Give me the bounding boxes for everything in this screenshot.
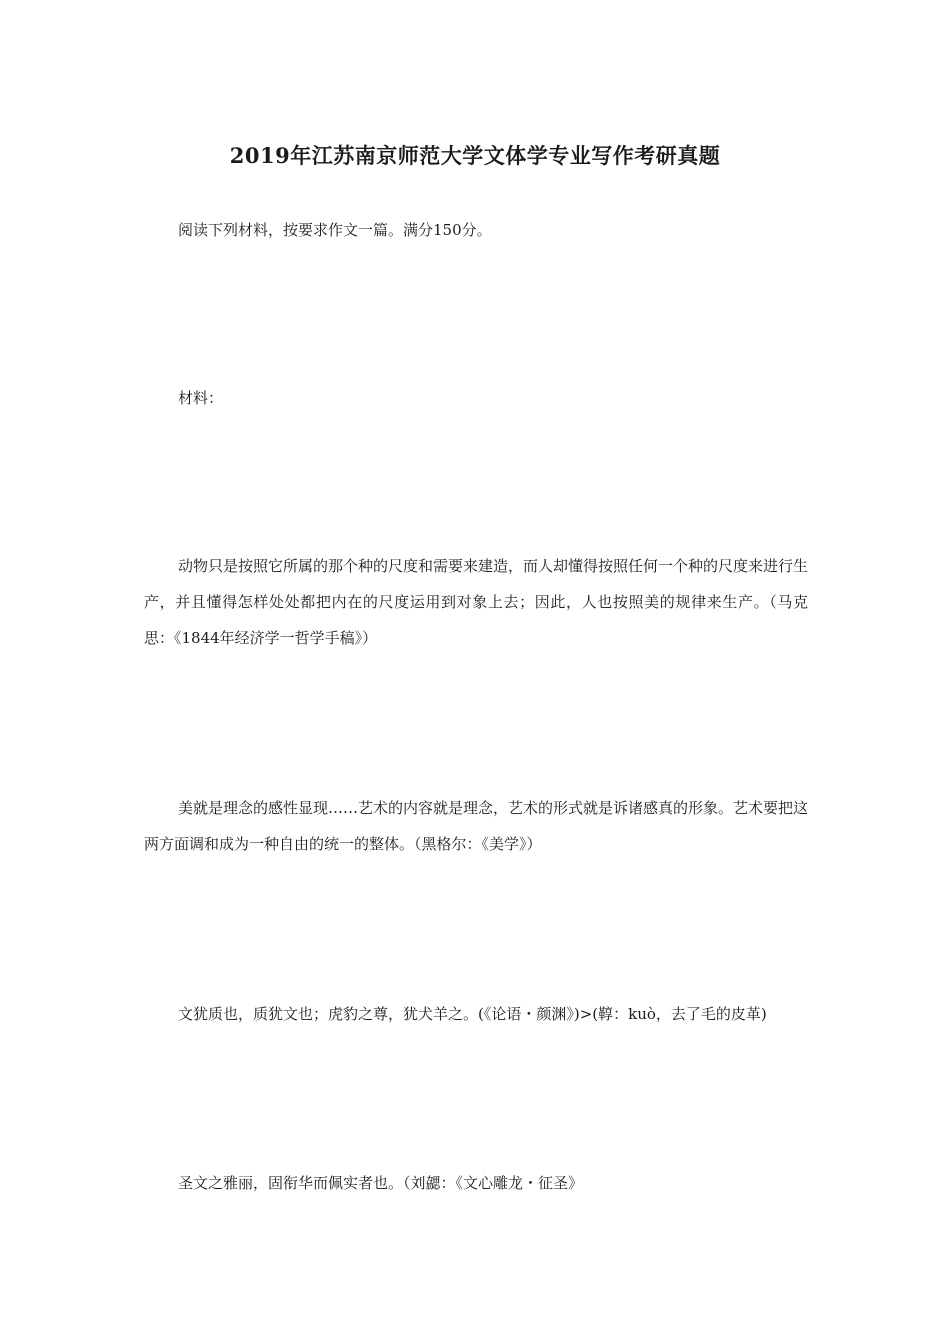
instruction-text: 阅读下列材料，按要求作文一篇。满分150分。	[178, 221, 492, 239]
material-label: 材料：	[178, 389, 224, 407]
material-liuxie: 圣文之雅丽，固衔华而佩实者也。（刘勰：《文心雕龙・征圣》	[178, 1174, 584, 1192]
material-hegel: 美就是理念的感性显现……艺术的内容就是理念，艺术的形式就是诉诸感真的形象。艺术要把这两方面调和成为一种自由的统一的整体。（黑格尔：《美学》）	[144, 799, 809, 853]
material-lunyu: 文犹质也，质犹文也；虎豹之尊，犹犬羊之。(《论语・颜渊》)>(鞟：kuò，去了毛的皮革)	[178, 1005, 767, 1023]
page-title: 2019年江苏南京师范大学文体学专业写作考研真题	[229, 143, 721, 169]
material-marx: 动物只是按照它所属的那个种的尺度和需要来建造，而人却懂得按照任何一个种的尺度来进行生产，并且懂得怎样处处都把内在的尺度运用到对象上去；因此，人也按照美的规律来生产。（马克思：《1844年经济学一哲学手稿》）	[144, 557, 809, 647]
